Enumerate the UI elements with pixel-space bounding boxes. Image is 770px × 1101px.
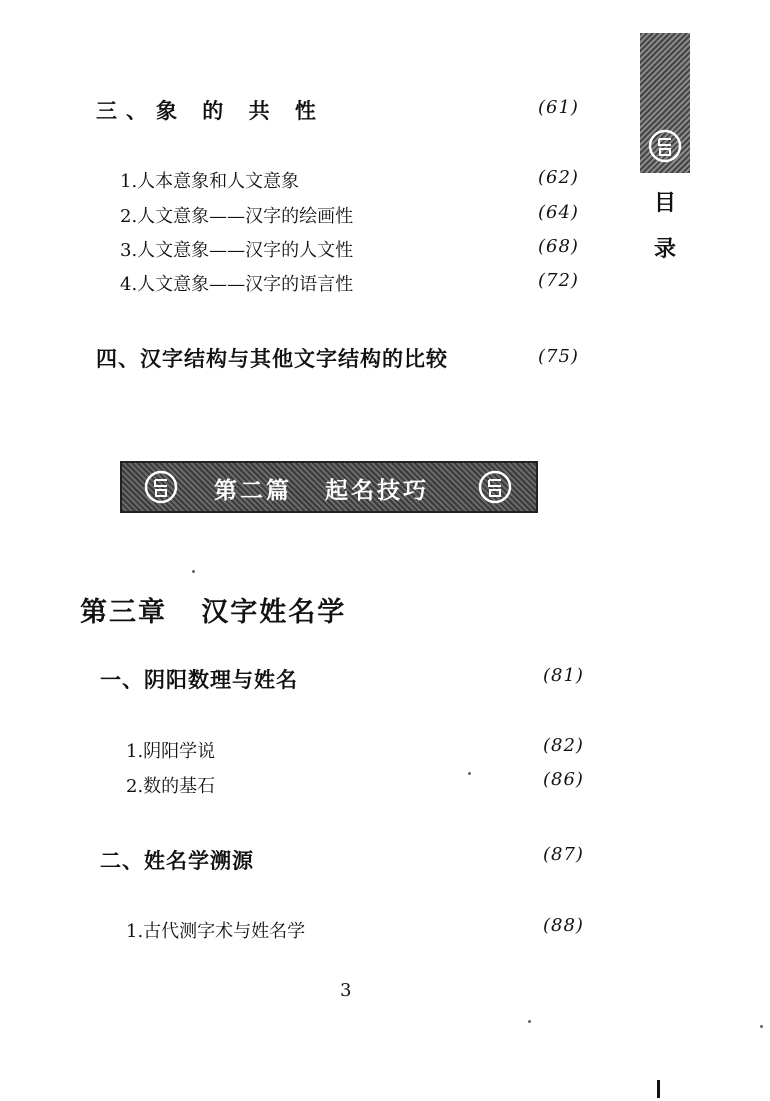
part-banner-title: 第二篇 起名技巧 xyxy=(214,478,430,504)
seal-icon xyxy=(144,470,178,504)
toc-item: 4.人文意象——汉字的语言性 xyxy=(120,274,354,295)
toc-page-number: (88) xyxy=(543,915,584,936)
toc-item: 1.阴阳学说 xyxy=(126,741,216,762)
seal-icon xyxy=(478,470,512,504)
scan-speck xyxy=(468,772,471,775)
toc-section-title: 四、汉字结构与其他文字结构的比较 xyxy=(96,347,448,371)
toc-page-number: (86) xyxy=(543,769,584,790)
toc-page-number: (87) xyxy=(543,844,584,865)
side-tab-char-2: 录 xyxy=(654,237,677,262)
toc-page-number: (81) xyxy=(543,665,584,686)
toc-page-number: (72) xyxy=(538,270,579,291)
seal-icon xyxy=(648,129,682,163)
part-banner xyxy=(120,461,538,513)
toc-item: 1.人本意象和人文意象 xyxy=(120,171,300,192)
toc-item: 2.数的基石 xyxy=(126,776,216,797)
toc-item: 1.古代测字术与姓名学 xyxy=(126,921,306,942)
toc-page-number: (62) xyxy=(538,167,579,188)
toc-page-number: (68) xyxy=(538,236,579,257)
chapter-title: 第三章 汉字姓名学 xyxy=(80,597,347,628)
toc-page-number: (61) xyxy=(538,97,579,118)
toc-section-title: 二、姓名学溯源 xyxy=(100,849,254,873)
scan-mark xyxy=(657,1080,660,1098)
toc-page-number: (82) xyxy=(543,735,584,756)
toc-section-title: 三、象 的 共 性 xyxy=(96,99,325,123)
toc-item: 2.人文意象——汉字的绘画性 xyxy=(120,206,354,227)
scan-speck xyxy=(528,1020,531,1023)
scan-speck xyxy=(760,1025,763,1028)
toc-section-title: 一、阴阳数理与姓名 xyxy=(100,668,298,692)
scan-speck xyxy=(192,570,195,573)
side-tab-char-1: 目 xyxy=(654,191,677,216)
toc-page-number: (64) xyxy=(538,202,579,223)
toc-item: 3.人文意象——汉字的人文性 xyxy=(120,240,354,261)
page-number: 3 xyxy=(340,980,352,1001)
toc-page-number: (75) xyxy=(538,346,579,367)
side-tab-decoration xyxy=(640,33,690,173)
